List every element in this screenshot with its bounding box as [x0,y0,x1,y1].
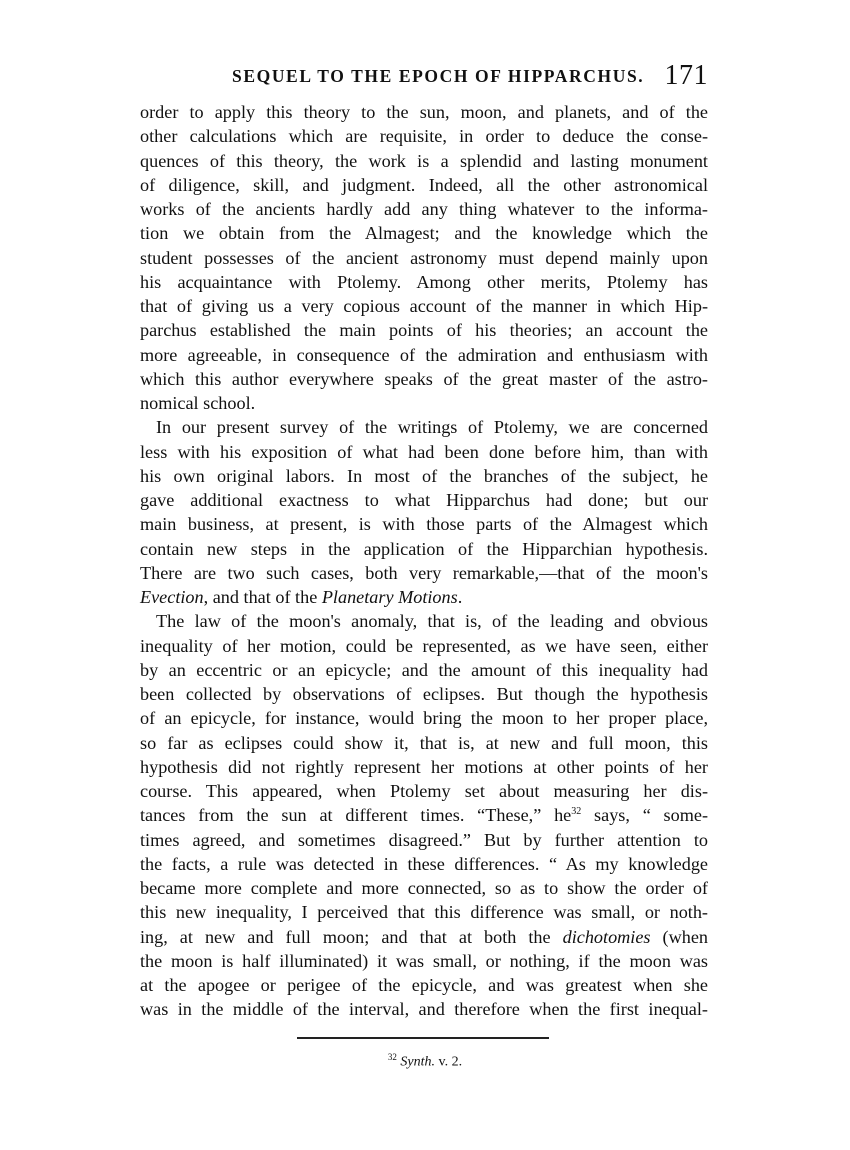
text-line: so far as eclipses could show it, that is, at new and full moon, this [140,732,708,753]
text-line: this new inequality, I perceived that this difference was small, or noth- [140,902,708,923]
text-line: student possesses of the ancient astronomy must depend mainly upon [140,247,708,268]
text-line [140,585,708,609]
page-number: 171 [664,60,708,91]
text-line: his own original labors. In most of the branches of the subject, he [140,465,708,486]
text-line: quences of this theory, the work is a splendid and lasting monument [140,150,708,171]
text-line: In our present survey of the writings of Ptolemy, we are concerned [156,417,708,438]
text-line: his acquaintance with Ptolemy. Among other merits, Ptolemy has [140,271,708,292]
text-line: at the apogee or perigee of the epicycle, and was greatest when she [140,975,708,995]
text-line: parchus established the main points of his theories; an account the [140,320,708,341]
italic-term-planetary-motions: Planetary Motions [321,587,458,607]
footnote-reference: 32 [571,806,582,818]
text-line: less with his exposition of what had been done before him, than with [140,441,708,462]
footnote [0,1052,850,1071]
italic-term-evection: Evection [140,587,204,607]
text-line: order to apply this theory to the sun, moon, and planets, and of the [140,102,708,122]
text-line: nomical school. [140,393,256,413]
paragraph-3 [140,609,708,1021]
text-line: inequality of her motion, could be represented, as we have seen, either [140,635,708,656]
text-line: of an epicycle, for instance, would bring the moon to her proper place, [140,708,708,729]
running-head [140,60,710,94]
text-line: The law of the moon's anomaly, that is, of the leading and obvious [156,611,708,632]
text-line: was in the middle of the interval, and therefore when the first inequal- [140,999,708,1020]
text-line: main business, at present, is with those parts of the Almagest which [140,514,708,535]
running-title: SEQUEL TO THE EPOCH OF HIPPARCHUS. [232,66,645,86]
text-fragment: (when [650,926,708,947]
text-line: contain new steps in the application of the Hipparchian hypothesis. [140,538,708,559]
text-line: that of giving us a very copious account of the manner in which Hip- [140,296,708,316]
text-line: works of the ancients hardly add any thing whatever to the informa- [140,199,708,219]
text-line: There are two such cases, both very remarkable,—that of the moon's [140,562,708,583]
text-line: by an eccentric or an epicycle; and the amount of this inequality had [140,659,708,680]
text-line: course. This appeared, when Ptolemy set about measuring her dis- [140,781,708,801]
paragraph-2 [140,415,708,609]
text-line: tion we obtain from the Almagest; and the knowledge which the [140,223,708,244]
text-line: of diligence, skill, and judgment. Indeed, all the other astronomical [140,174,708,195]
text-line: gave additional exactness to what Hipparchus had done; but our [140,490,708,510]
paragraph-1 [140,100,708,415]
text-line: hypothesis did not rightly represent her motions at other points of her [140,756,708,777]
text-line [140,803,708,827]
text-line: became more complete and more connected, so as to show the order of [140,878,708,898]
text-fragment: tances from the sun at different times. “These,” he [140,805,572,826]
text-line: the moon is half illuminated) it was small, or nothing, if the moon was [140,950,708,971]
footnote-divider [297,1037,549,1039]
text-line: other calculations which are requisite, in order to deduce the conse- [140,126,708,147]
text-fragment: ing, at new and full moon; and that at both the [140,926,563,947]
text-line: the facts, a rule was detected in these differences. “ As my knowledge [140,853,708,874]
text-fragment: , and that of the [203,587,322,607]
footnote-marker: 32 [387,1052,397,1062]
italic-term-dichotomies: dichotomies [562,926,651,947]
text-line: been collected by observations of eclipses. But though the hypothesis [140,684,708,704]
body-text [140,100,708,1022]
footnote-work-title: Synth. [400,1054,435,1070]
text-line: more agreeable, in consequence of the admiration and enthusiasm with [140,344,708,365]
text-line: times agreed, and sometimes disagreed.” But by further attention to [140,829,708,850]
footnote-reference-text: v. 2. [435,1054,463,1070]
text-line: which this author everywhere speaks of the great master of the astro- [140,368,708,389]
text-fragment: says, “ some- [581,805,709,826]
text-line [140,925,708,949]
text-fragment: . [457,587,463,607]
